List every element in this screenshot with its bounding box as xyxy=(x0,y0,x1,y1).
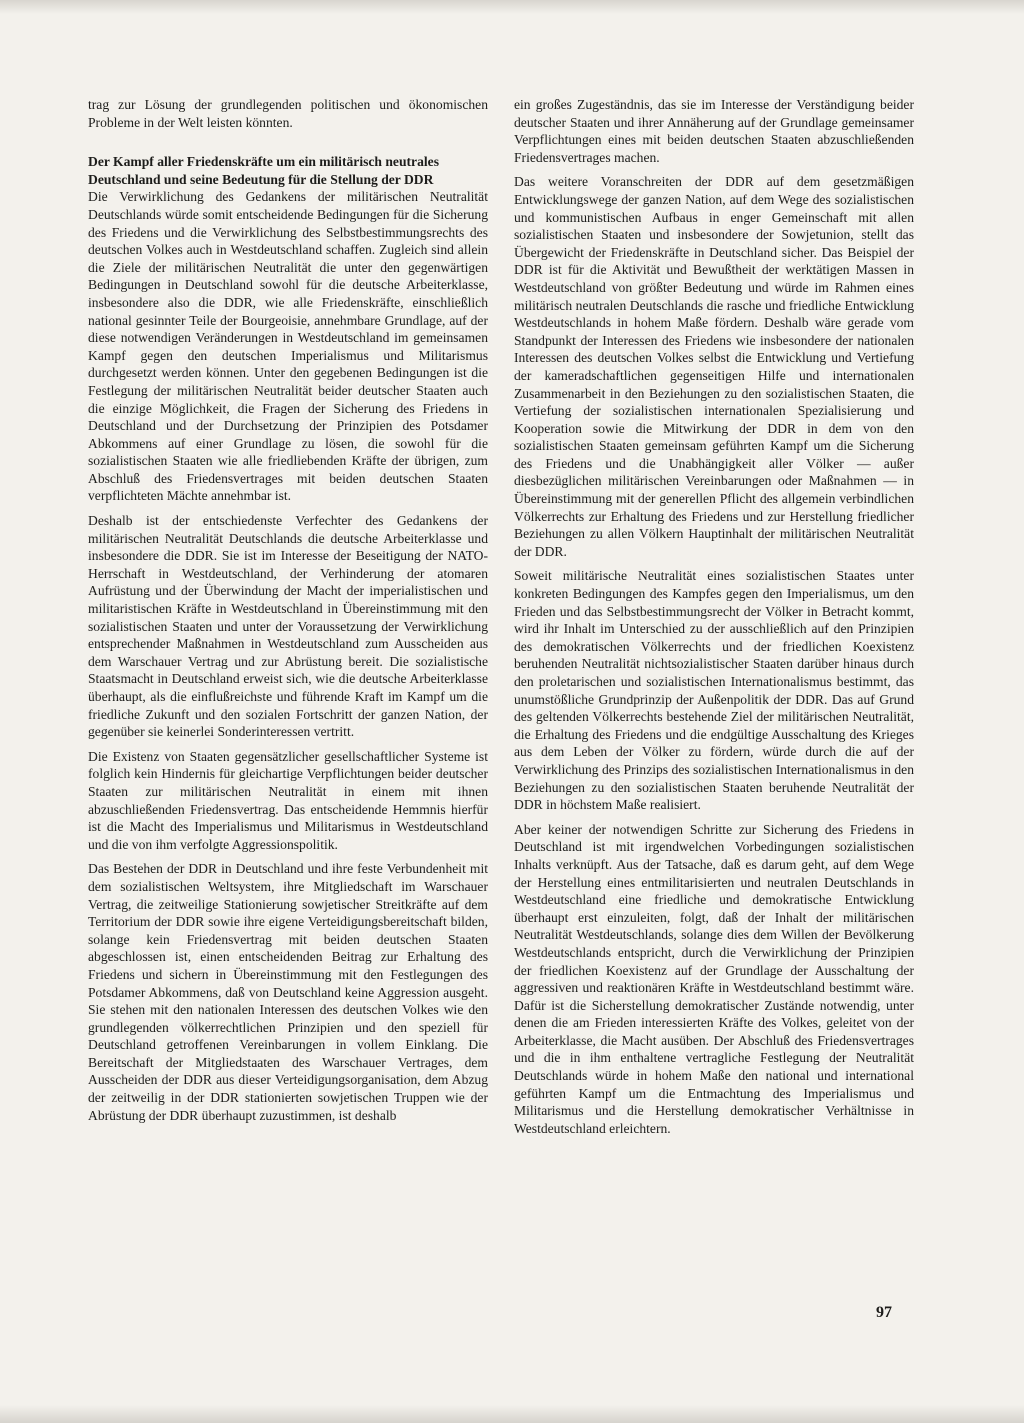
paragraph: Deshalb ist der entschiedenste Verfechter des Gedankens der militärischen Neutralität Deutschlands die deutsche Arbeiterklasse und insbesondere die DDR. Sie ist im Interesse der Beseitigung der NATO-Herrschaft in Westdeutschland, der Verhinderung der atomaren Aufrüstung und der Überwindung der Macht der imperialistischen und militaristischen Kräfte in Westdeutschland in Übereinstimmung mit den sozialistischen Staaten und unter der Voraussetzung der Verwirklichung entsprechender Maßnahmen in Westdeutschland zum Ausscheiden aus dem Warschauer Vertrag und zur Abrüstung bereit. Die sozialistische Staatsmacht in Deutschland erweist sich, wie die deutsche Arbeiterklasse überhaupt, als die einflußreichste und führende Kraft im Kampf um die friedliche Zukunft und den sozialen Fortschritt der ganzen Nation, der gegenüber sie keinerlei Sonderinteressen vertritt. xyxy=(88,513,488,740)
paragraph: Die Verwirklichung des Gedankens der militärischen Neutralität Deutschlands würde somit entscheidende Bedingungen für die Sicherung des Friedens und die Verwirklichung des Selbstbestimmungsrechts des deutschen Volkes auch in Westdeutschland schaffen. Zugleich sind allein die Ziele der militärischen Neutralität die unter den gegenwärtigen Bedingungen in Deutschland sowohl für die deutsche Arbeiterklasse, insbesondere also die DDR, wie alle Friedenskräfte, einschließlich national gesinnter Teile der Bourgeoisie, annehmbare Grundlage, auf der diese notwendigen Veränderungen in Westdeutschland im gemeinsamen Kampf gegen den deutschen Imperialismus und Militarismus durchgesetzt werden können. Unter den gegebenen Bedingungen ist die Festlegung der militärischen Neutralität beider deutscher Staaten auch die einzige Möglichkeit, die Fragen der Sicherung des Friedens in Deutschland und der Durchsetzung der Prinzipien des Potsdamer Abkommens auf einer Grundlage zu lösen, die sowohl für die sozialistischen Staaten wie alle friedliebenden Kräfte der übrigen, zum Abschluß des Friedensvertrages mit beiden deutschen Staaten verpflichteten Mächte annehmbar ist. xyxy=(88,189,488,504)
paragraph: Soweit militärische Neutralität eines sozialistischen Staates unter konkreten Bedingungen des Kampfes gegen den Imperialismus, um den Frieden und das Selbstbestimmungsrecht der Völker in Betracht kommt, wird ihr Inhalt im Unterschied zu der ausschließlich auf den Prinzipien des demokratischen Völkerrechts und der friedlichen Koexistenz beruhenden Neutralität nichtsozialistischer Staaten darüber hinaus durch den proletarischen und sozialistischen Internationalismus bestimmt, das unumstößliche Grundprinzip der Außenpolitik der DDR. Das auf Grund des geltenden Völkerrechts bestehende Ziel der militärischen Neutralität, die Erhaltung des Friedens und die endgültige Ausschaltung des Krieges aus dem Leben der Völker zu fördern, würde durch die auf der Verwirklichung des Prinzips des sozialistischen Internationalismus in den Beziehungen zu den sozialistischen Staaten beruhende Neutralität der DDR in höchstem Maße realisiert. xyxy=(514,568,914,813)
page-edge-shadow-bottom xyxy=(0,1405,1024,1423)
paragraph: ein großes Zugeständnis, das sie im Interesse der Verständigung beider deutscher Staaten und ihrer Annäherung auf der Grundlage gemeinsamer Verpflichtungen eines mit beiden deutschen Staaten abzuschließenden Friedensvertrages machen. xyxy=(514,97,914,165)
paragraph: Das Bestehen der DDR in Deutschland und ihre feste Verbundenheit mit dem sozialistischen Weltsystem, ihre Mitgliedschaft im Warschauer Vertrag, die zeitweilige Stationierung sowjetischer Streitkräfte auf dem Territorium der DDR sowie ihre eigene Verteidigungsbereitschaft bilden, solange kein Friedensvertrag mit beiden deutschen Staaten abgeschlossen ist, einen entscheidenden Beitrag zur Erhaltung des Friedens und sichern in Übereinstimmung mit den Festlegungen des Potsdamer Abkommens, daß von Deutschland keine Aggression ausgeht. Sie stehen mit den nationalen Interessen des deutschen Volkes wie den grundlegenden völkerrechtlichen Prinzipien und den speziell für Deutschland getroffenen Vereinbarungen in vollem Einklang. Die Bereitschaft der Mitgliedstaaten des Warschauer Vertrages, dem Ausscheiden der DDR aus dieser Verteidigungsorganisation, dem Abzug der zeitweilig in der DDR stationierten sowjetischen Truppen wie der Abrüstung der DDR überhaupt zuzustimmen, ist deshalb xyxy=(88,861,488,1123)
paragraph: Das weitere Voranschreiten der DDR auf dem gesetzmäßigen Entwicklungswege der ganzen Nation, auf dem Wege des sozialistischen und kommunistischen Aufbaus in enger Gemeinschaft mit allen sozialistischen Staaten und insbesondere der Sowjetunion, stellt das Übergewicht der Friedenskräfte in Deutschland sicher. Das Beispiel der DDR ist für die Aktivität und Bewußtheit der werktätigen Massen in Westdeutschland von größter Bedeutung und würde im Rahmen eines militärisch neutralen Deutschlands die rasche und friedliche Entwicklung Westdeutschlands in hohem Maße fördern. Deshalb wäre gerade vom Standpunkt der Interessen des Friedens wie insbesondere der nationalen Interessen des deutschen Volkes selbst die Entwicklung und Vertiefung der kameradschaftlichen gegenseitigen Hilfe und internationalen Zusammenarbeit in den Beziehungen zu den sozialistischen Staaten, die Vertiefung der sozialistischen internationalen Spezialisierung und Kooperation sowie die Mitwirkung der DDR in dem von den sozialistischen Staaten gemeinsam geführten Kampf um die Sicherung des Friedens und die Unabhängigkeit aller Völker — außer diesbezüglichen militärischen Vereinbarungen oder Maßnahmen — in Übereinstimmung mit der generellen Pflicht des allgemein verbindlichen Völkerrechts zur Erhaltung des Friedens und zur Herstellung friedlicher Beziehungen zu allen Völkern Hauptinhalt der militärischen Neutralität der DDR. xyxy=(514,174,914,559)
page-number: 97 xyxy=(876,1304,892,1321)
right-text-column xyxy=(514,96,914,1144)
page-edge-shadow-top xyxy=(0,0,1024,14)
paragraph: trag zur Lösung der grundlegenden politischen und ökonomischen Probleme in der Welt leisten könnten. xyxy=(88,97,488,130)
paragraph: Aber keiner der notwendigen Schritte zur Sicherung des Friedens in Deutschland ist mit irgendwelchen Vorbedingungen sozialistischen Inhalts verknüpft. Aus der Tatsache, daß es darum geht, auf dem Wege der Herstellung eines entmilitarisierten und neutralen Deutschlands in Westdeutschland eine friedliche und demokratische Entwicklung überhaupt erst einzuleiten, folgt, daß der Inhalt der militärischen Neutralität Westdeutschlands, solange dies dem Willen der Bevölkerung Westdeutschlands entspricht, durch die Verwirklichung der Prinzipien der friedlichen Koexistenz auf der Grundlage der Ausschaltung der aggressiven und reaktionären Kräfte in Westdeutschland bestimmt wäre. Dafür ist die Sicherstellung demokratischer Zustände notwendig, unter denen die am Frieden interessierten Kräfte des Volkes, geleitet von der Arbeiterklasse, die Macht ausüben. Der Abschluß des Friedensvertrages und die in ihm enthaltene vertragliche Festlegung der Neutralität Deutschlands würde in hohem Maße den national und international geführten Kampf um die Entmachtung des Imperialismus und Militarismus und die Herstellung demokratischer Verhältnisse in Westdeutschland erleichtern. xyxy=(514,821,914,1136)
paragraph: Die Existenz von Staaten gegensätzlicher gesellschaftlicher Systeme ist folglich kein Hindernis für gleichartige Verpflichtungen beider deutscher Staaten zur militärischen Neutralität in einem mit ihnen abzuschließenden Friedensvertrag. Das entscheidende Hemmnis hierfür ist die Macht des Imperialismus und Militarismus in Westdeutschland und die von ihm verfolgte Aggressionspolitik. xyxy=(88,748,488,852)
left-text-column xyxy=(88,96,488,1131)
section-heading: Der Kampf aller Friedenskräfte um ein militärisch neutrales Deutschland und seine Bedeutung für die Stellung der DDR xyxy=(88,154,439,187)
